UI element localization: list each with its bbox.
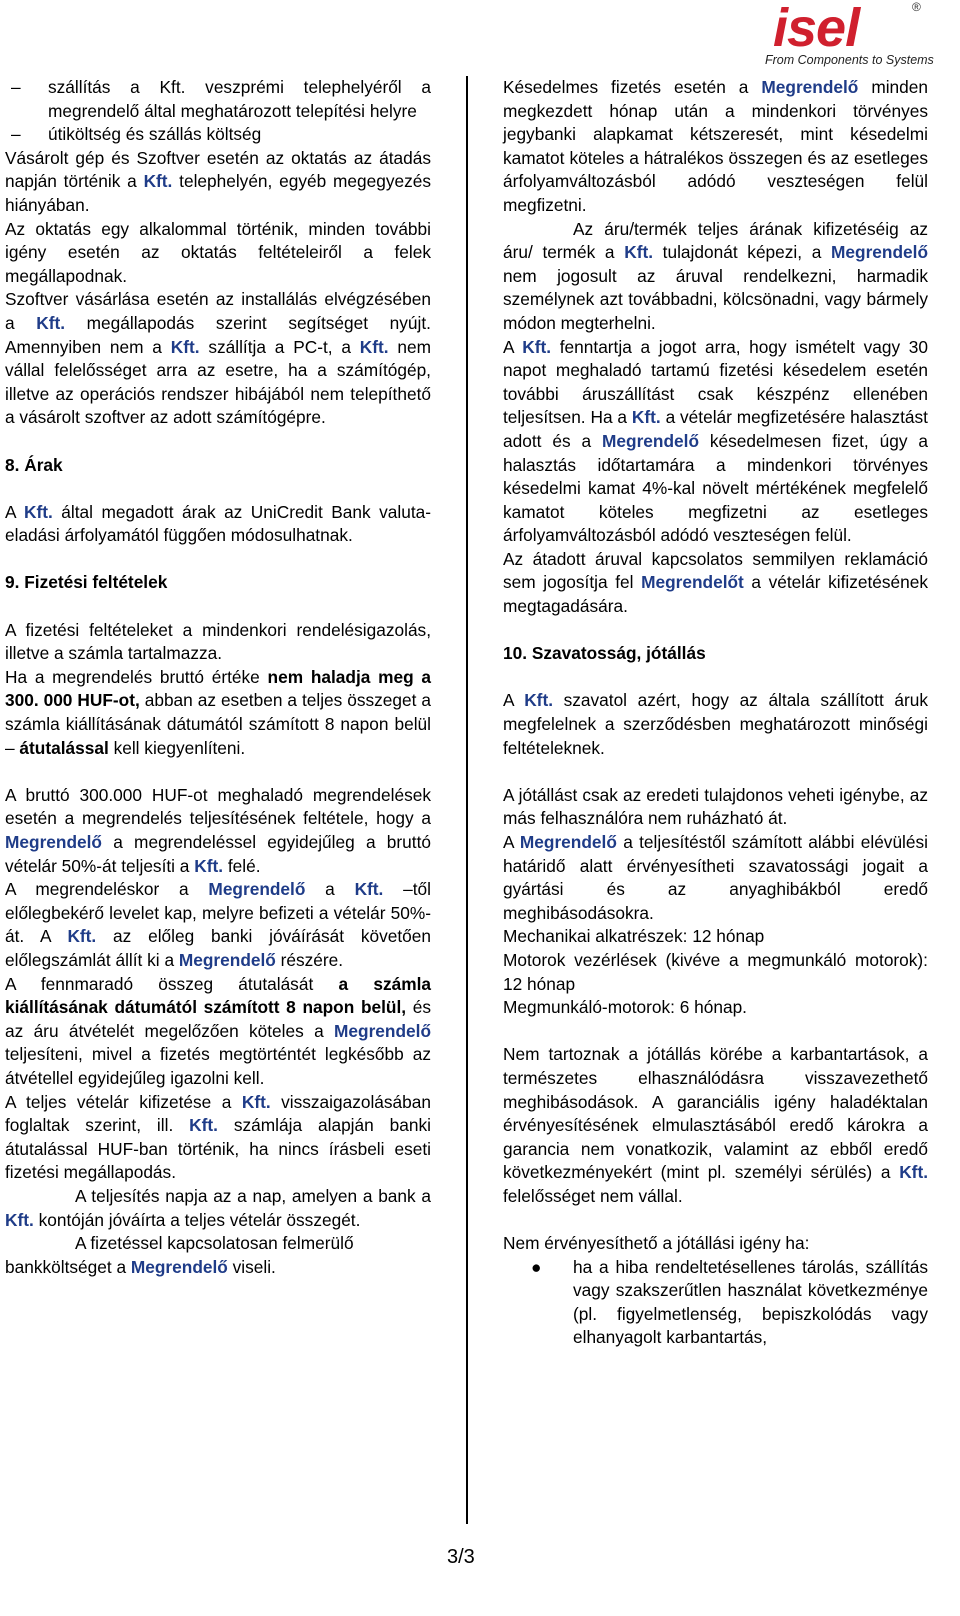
paragraph-warranty-period: A Megrendelő a teljesítéstől számított alábbi elévülési határidő alatt érvényesítheti szavatossági jogait a gyártási és az anyaghibákból eredő meghibásodásokra. (503, 832, 928, 923)
paragraph-complaint: Az átadott áruval kapcsolatos semmilyen reklamáció sem jogosítja fel Megrendelőt a vételár kifizetésének megtagadására. (503, 548, 928, 617)
paragraph-advance-invoice: A megrendeléskor a Megrendelő a Kft. –től előlegbekérő levelet kap, melyre befizeti a vételár 50%-át. A Kft. az előleg banki jóváírását követően előlegszámlát állít ki a Megrendelő részére. (5, 879, 431, 970)
column-divider (466, 76, 468, 1524)
paragraph-training-once: Az oktatás egy alkalommal történik, minden további igény esetén az oktatás feltételeiről a felek megállapodnak. (5, 218, 431, 286)
warranty-machining-motors: Megmunkáló-motorok: 6 hónap. (503, 997, 747, 1018)
paragraph-software-install: Szoftver vásárlása esetén az installálás elvégzésében a Kft. megállapodás szerint segítséget nyújt. Amennyiben nem a Kft. szállítja a PC-t, a Kft. nem vállal felelősséget arra az esetre, ha a számítógép, illetve az operációs rendszer hibájából nem telepíthető a vásárolt szoftver az adott számítógépre. (5, 289, 432, 428)
registered-mark: ® (912, 0, 921, 14)
dash-item-travel: – útiköltség és szállás költség (11, 124, 262, 145)
paragraph-under-300k: Ha a megrendelés bruttó értéke nem haladja meg a 300. 000 HUF-ot, abban az esetben a teljes összeget a számla kiállításának dátumától számított 8 napon belül – átutalással kell kiegyenlíteni. (5, 666, 431, 758)
paragraph-delivery-reservation: A Kft. fenntartja a jogot arra, hogy ismételt vagy 30 napot meghaladó tartamú fizetési késedelem esetén további áruszállítást csak készpénz ellenében teljesítsen. Ha a Kft. a vételár megfizetésére halasztást adott és a Megrendelő késedelmesen fizet, úgy a halasztás időtartamára a mindenkori törvényes késedelmi kamat 4%-kal növelt mértékének megfelelő kamatot köteles megfizetni az esetleges árfolyamváltozásból adódó veszteségen felül. (503, 336, 929, 546)
paragraph-late-payment: Késedelmes fizetés esetén a Megrendelő minden megkezdett hónap után a mindenkori törvényes jegybanki alapkamat kétszeresét, mint késedelmi kamatot köteles a hátralékos összegen és az esetleges árfolyamváltozásból adódó veszteségen felül megfizetni. (503, 77, 928, 215)
paragraph-ownership: Az áru/termék teljes árának kifizetéséig az áru/ termék a Kft. tulajdonát képezi, a Megrendelő nem jogosult az áruval rendelkezni, harmadik személynek azt továbbadni, kölcsönadni, vagy bármely módon megterhelni. (503, 218, 928, 333)
paragraph-training-place: Vásárolt gép és Szoftver esetén az oktatás az átadás napján történik a Kft. telephelyén, egyéb megegyezés hiányában. (5, 147, 431, 215)
paragraph-warranty-quality: A Kft. szavatol azért, hogy az általa szállított áruk megfelelnek a szerződésben meghatározott minőségi feltételeknek. (503, 690, 928, 758)
section-heading-payment: 9. Fizetési feltételek (5, 572, 168, 593)
paragraph-remaining-amount: A fennmaradó összeg átutalását a számla kiállításának dátumától számított 8 napon belül, és az áru átvételét megelőzően köteles a Megrendelő teljesíteni, mivel a fizetés megtörténtét legkésőbb az átvétellel egyidejűleg igazolni kell. (5, 973, 431, 1088)
section-heading-warranty: 10. Szavatosság, jótállás (503, 643, 706, 664)
warranty-motors: Motorok vezérlések (kivéve a megmunkáló motorok): 12 hónap (503, 949, 928, 994)
warranty-mechanical: Mechanikai alkatrészek: 12 hónap (503, 926, 765, 947)
left-column (5, 76, 431, 1279)
right-column (503, 76, 928, 1350)
section-heading-prices: 8. Árak (5, 454, 63, 475)
paragraph-prices: A Kft. által megadott árak az UniCredit Bank valuta-eladási árfolyamától függően módosulhatnak. (5, 501, 431, 546)
paragraph-over-300k: A bruttó 300.000 HUF-ot meghaladó megrendelések esetén a megrendelés teljesítésének feltétele, hogy a Megrendelő a megrendeléssel egyidejűleg a bruttó vételár 50%-át teljesíti a Kft. felé. (5, 784, 431, 876)
isel-logo (765, 0, 934, 70)
paragraph-original-owner: A jótállást csak az eredeti tulajdonos veheti igénybe, az más felhasználóra nem ruházható át. (503, 784, 928, 829)
paragraph-full-payment: A teljes vételár kifizetése a Kft. visszaigazolásában foglaltak szerint, ill. Kft. számlája alapján banki átutalással HUF-ban történik, ha nincs írásbeli eseti fizetési megállapodás. (5, 1091, 431, 1183)
page-number: 3/3 (447, 1546, 475, 1568)
paragraph-completion-day: A teljesítés napja az a nap, amelyen a bank a Kft. kontóján jóváírta a teljes vételár összegét. (5, 1185, 431, 1230)
paragraph-exclusions: Nem tartoznak a jótállás körébe a karbantartások, a természetes elhasználódásra visszavezethető meghibásodások. A garanciális igény haladéktalan érvényesítésének elmulasztásából eredő károkra a garancia nem vonatkozik, valamint az ebből eredő következményekért (mint pl. személyi sérülés) a Kft. felelősséget nem vállal. (503, 1044, 928, 1206)
paragraph-payment-terms: A fizetési feltételeket a mindenkori rendelésigazolás, illetve a számla tartalmazza. (5, 619, 431, 664)
logo-tagline: From Components to Systems (765, 53, 934, 67)
paragraph-not-enforceable: Nem érvényesíthető a jótállási igény ha: (503, 1233, 810, 1254)
bullet-item-misuse: ● ha a hiba rendeltetésellenes tárolás, szállítás vagy szakszerűtlen használat következménye (pl. figyelmetlenség, bepiszkolódás vagy elhanyagolt karbantartás, (531, 1256, 928, 1348)
dash-item-delivery: – szállítás a Kft. veszprémi telephelyéről a megrendelő által meghatározott telepítési helyre (11, 77, 431, 121)
paragraph-bank-costs: A fizetéssel kapcsolatosan felmerülő bankköltséget a Megrendelő viseli. (5, 1233, 354, 1277)
logo-wordmark: isel (773, 0, 860, 58)
